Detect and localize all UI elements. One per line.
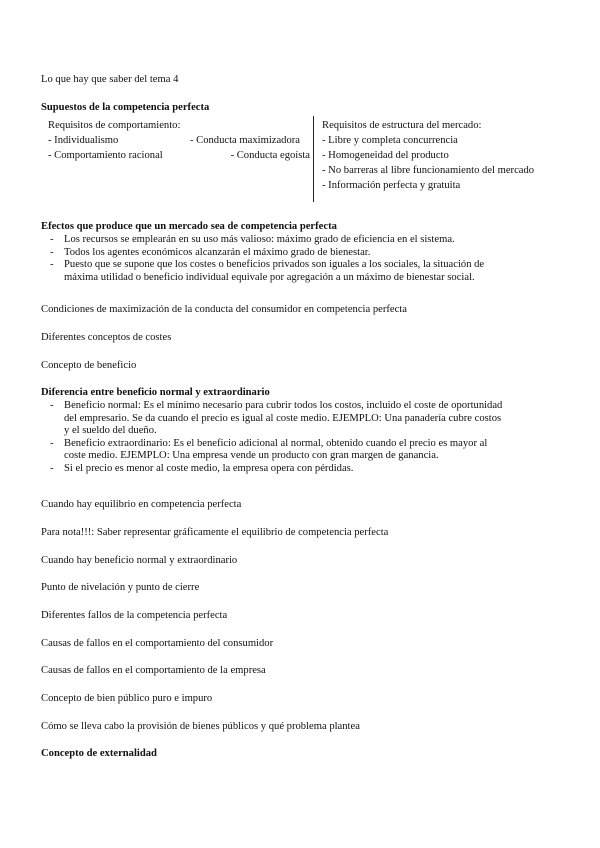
list-item-continuation: del empresario. Se da cuando el precio es igual al coste medio. EJEMPLO: Una panadería cubre costos: [64, 412, 502, 424]
diferencia-heading: Diferencia entre beneficio normal y extraordinario: [41, 387, 270, 398]
topic-line: Cuando hay equilibrio en competencia perfecta: [41, 499, 242, 510]
requirement-item: - Conducta maximizadora: [189, 135, 300, 146]
topic-line: Punto de nivelación y punto de cierre: [41, 582, 200, 593]
topic-line: Concepto de beneficio: [41, 360, 137, 371]
topic-line: Diferentes conceptos de costes: [41, 332, 172, 343]
list-item-continuation: coste medio. EJEMPLO: Una empresa vende un producto con gran margen de ganancia.: [64, 450, 439, 462]
market-structure-title: Requisitos de estructura del mercado:: [322, 120, 482, 131]
list-item: - Puesto que se supone que los costes o beneficios privados son iguales a los sociales, la situación de: [50, 259, 485, 271]
list-item: - Beneficio normal: Es el mínimo necesario para cubrir todos los costos, incluido el coste de oportunidad: [50, 400, 503, 411]
supuestos-heading: Supuestos de la competencia perfecta: [41, 102, 210, 113]
list-item-continuation: y el sueldo del dueño.: [64, 425, 157, 437]
requirement-item: - Comportamiento racional: [48, 150, 163, 161]
topic-line: Causas de fallos en el comportamiento de la empresa: [41, 665, 266, 676]
topic-line: Condiciones de maximización de la conducta del consumidor en competencia perfecta: [41, 304, 407, 315]
topic-line: Causas de fallos en el comportamiento del consumidor: [41, 638, 274, 649]
list-item-continuation: máxima utilidad o beneficio individual equivale por agregación a un máximo de bienestar social.: [64, 271, 475, 283]
list-item: - Si el precio es menor al coste medio, la empresa opera con pérdidas.: [50, 462, 354, 474]
requirement-item: - Conducta egoísta: [230, 150, 310, 161]
behavior-requirements: [44, 118, 310, 163]
requirement-item: - Individualismo: [48, 135, 119, 146]
requirement-item: - Información perfecta y gratuita: [322, 180, 461, 191]
topic-line: Cómo se lleva cabo la provisión de bienes públicos y qué problema plantea: [41, 721, 360, 732]
externalidad-heading: Concepto de externalidad: [41, 748, 157, 759]
topic-line: Para nota!!!: Saber representar gráficamente el equilibrio de competencia perfecta: [41, 527, 389, 538]
list-item: - Los recursos se emplearán en su uso más valioso: máximo grado de eficiencia en el sistema.: [50, 234, 455, 245]
behavior-requirements-title: Requisitos de comportamiento:: [48, 120, 181, 131]
diferencia-list: [50, 400, 550, 476]
list-item: - Beneficio extraordinario: Es el beneficio adicional al normal, obtenido cuando el precio es mayor al: [50, 437, 488, 449]
efectos-heading: Efectos que produce que un mercado sea de competencia perfecta: [41, 221, 337, 232]
topic-line: Diferentes fallos de la competencia perfecta: [41, 610, 228, 621]
topic-line: Cuando hay beneficio normal y extraordinario: [41, 555, 238, 566]
requirement-item: - Homogeneidad del producto: [322, 150, 449, 161]
topic-line: Concepto de bien público puro e impuro: [41, 693, 213, 704]
requirement-item: - Libre y completa concurrencia: [322, 135, 458, 146]
efectos-list: [50, 234, 550, 284]
document-title: Lo que hay que saber del tema 4: [41, 74, 179, 85]
requirement-item: - No barreras al libre funcionamiento del mercado: [322, 165, 535, 176]
list-item: - Todos los agentes económicos alcanzarán el máximo grado de bienestar.: [50, 246, 371, 258]
market-structure-requirements: [322, 118, 534, 193]
column-divider: [313, 116, 314, 202]
